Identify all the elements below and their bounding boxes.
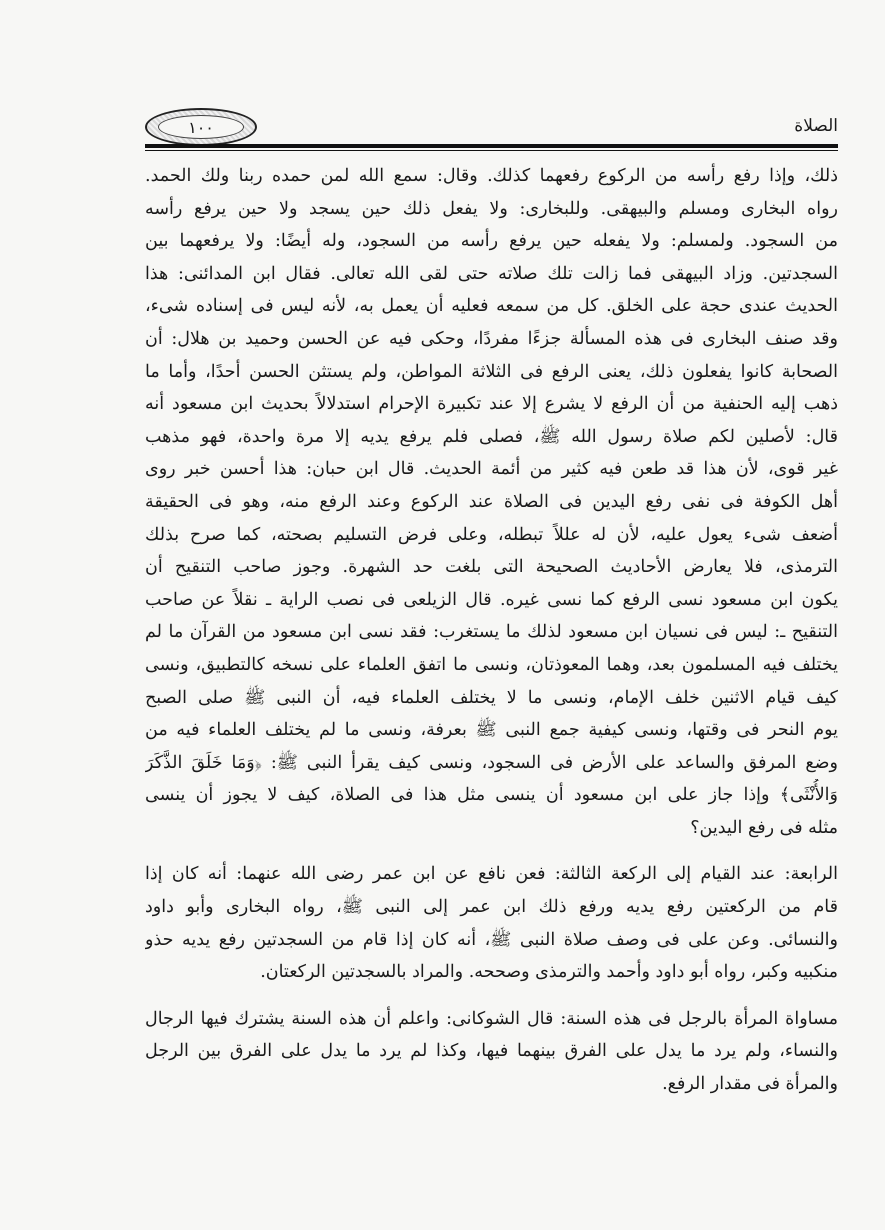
text-line: الرابعة: عند القيام إلى الركعة الثالثة: فعن نافع عن ابن عمر رضى الله عنهما: أنه كان إذا (145, 864, 838, 885)
text-line: السجدتين. وزاد البيهقى فما زالت تلك صلاته حتى لقى الله تعالى. فقال ابن المدائنى: هذا (145, 263, 838, 284)
text-line: يختلف فيه المسلمون بعد، وهما المعوذتان، ونسى ما اتفق العلماء على نسخه كالتطبيق، ونسى (145, 654, 838, 675)
page-number-badge (145, 108, 257, 146)
header-rule-thin (145, 150, 838, 151)
text-line: مثله فى رفع اليدين؟ (690, 817, 838, 838)
text-line: وقد صنف البخارى فى هذه المسألة جزءًا مفردًا، وحكى فيه عن الحسن وحميد بن هلال: أن (145, 328, 838, 349)
page-header (145, 108, 838, 148)
text-line: قال: لأصلين لكم صلاة رسول الله ﷺ، فصلى فلم يرفع يديه إلا مرة واحدة، فهو مذهب (145, 426, 838, 447)
text-line: من السجود. ولمسلم: ولا يفعله حين يرفع رأسه من السجود، وله أيضًا: ولا يرفعهما بين (145, 231, 838, 252)
text-line: رواه البخارى ومسلم والبيهقى. وللبخارى: ولا يفعل ذلك حين يسجد ولا حين يرفع رأسه (145, 198, 838, 219)
text-line: والنساء، ولم يرد ما يدل على الفرق بينهما فيها، وكذا لم يرد ما يدل على الفرق بين الرجل (145, 1041, 838, 1062)
text-line: يوم النحر فى وقتها، ونسى كيفية جمع النبى ﷺ بعرفة، ونسى ما لم يختلف العلماء فيه من (145, 720, 838, 741)
text-line: وَالأُنْثَى﴾ وإذا جاز على ابن مسعود أن ينسى مثل هذا فى الصلاة، كيف لا يجوز أن ينسى (145, 785, 838, 806)
text-line: التنقيح ـ: ليس فى نسيان ابن مسعود لذلك ما يستغرب: فقد نسى ابن مسعود من القرآن ما لم (145, 622, 838, 643)
page-number: ١٠٠ (158, 115, 244, 139)
text-line: أهل الكوفة فى نفى رفع اليدين فى الصلاة عند الركوع وعند الرفع منه، وهو فى الحقيقة (145, 491, 838, 512)
body-text (145, 160, 838, 1101)
paragraph (145, 858, 838, 988)
text-line: أضعف شىء يعول عليه، لأن له عللاً تبطله، وعلى فرض التسليم بصحته، كما صرح بذلك (145, 524, 838, 545)
text-line: الترمذى، فلا يعارض الأحاديث الصحيحة التى بلغت حد الشهرة. وجوز صاحب التنقيح أن (145, 557, 838, 578)
text-line: يكون ابن مسعود نسى الرفع كما نسى غيره. قال الزيلعى فى نصب الراية ـ نقلاً عن صاحب (145, 589, 838, 610)
text-line: الحديث عندى حجة على الخلق. كل من سمعه فعليه أن يعمل به، لأنه ليس فى إسناده شىء، (145, 296, 838, 317)
text-line: والنسائى. وعن على فى وصف صلاة النبى ﷺ، أنه كان إذا قام من السجدتين رفع يديه حذو (145, 929, 838, 950)
text-line: كيف قيام الاثنين خلف الإمام، ونسى ما لا يختلف العلماء فيه، أن النبى ﷺ صلى الصبح (145, 687, 838, 708)
header-rule-thick (145, 144, 838, 148)
text-line: وضع المرفق والساعد على الأرض فى السجود، ونسى كيف يقرأ النبى ﷺ: ﴿وَمَا خَلَقَ الذَّكَرَ (145, 752, 838, 773)
text-line: قام من الركعتين رفع يديه ورفع ذلك ابن عمر إلى النبى ﷺ، رواه البخارى وأبو داود (145, 897, 838, 918)
section-title: الصلاة (794, 116, 838, 136)
text-line: مساواة المرأة بالرجل فى هذه السنة: قال الشوكانى: واعلم أن هذه السنة يشترك فيها الرجال (145, 1008, 838, 1029)
text-line: والمرأة فى مقدار الرفع. (662, 1074, 838, 1095)
text-line: منكبيه وكبر، رواه أبو داود وأحمد والترمذى وصححه. والمراد بالسجدتين الركعتان. (260, 962, 838, 983)
paragraph (145, 1003, 838, 1101)
text-line: ذهب إليه الحنفية من أن الرفع لا يشرع إلا عند تكبيرة الإحرام استدلالاً بحديث ابن مسعود أنه (145, 394, 838, 415)
text-line: غير قوى، لأن هذا قد طعن فيه كثير من أئمة الحديث. قال ابن حبان: هذا أحسن خبر روى (145, 459, 838, 480)
text-line: الصحابة كانوا يفعلون ذلك، يعنى الرفع فى الثلاثة المواطن، ولم يستثن الحسن أحدًا، وأما ما (145, 361, 838, 382)
paragraph (145, 160, 838, 844)
text-line: ذلك، وإذا رفع رأسه من الركوع رفعهما كذلك. وقال: سمع الله لمن حمده ربنا ولك الحمد. (145, 166, 838, 186)
